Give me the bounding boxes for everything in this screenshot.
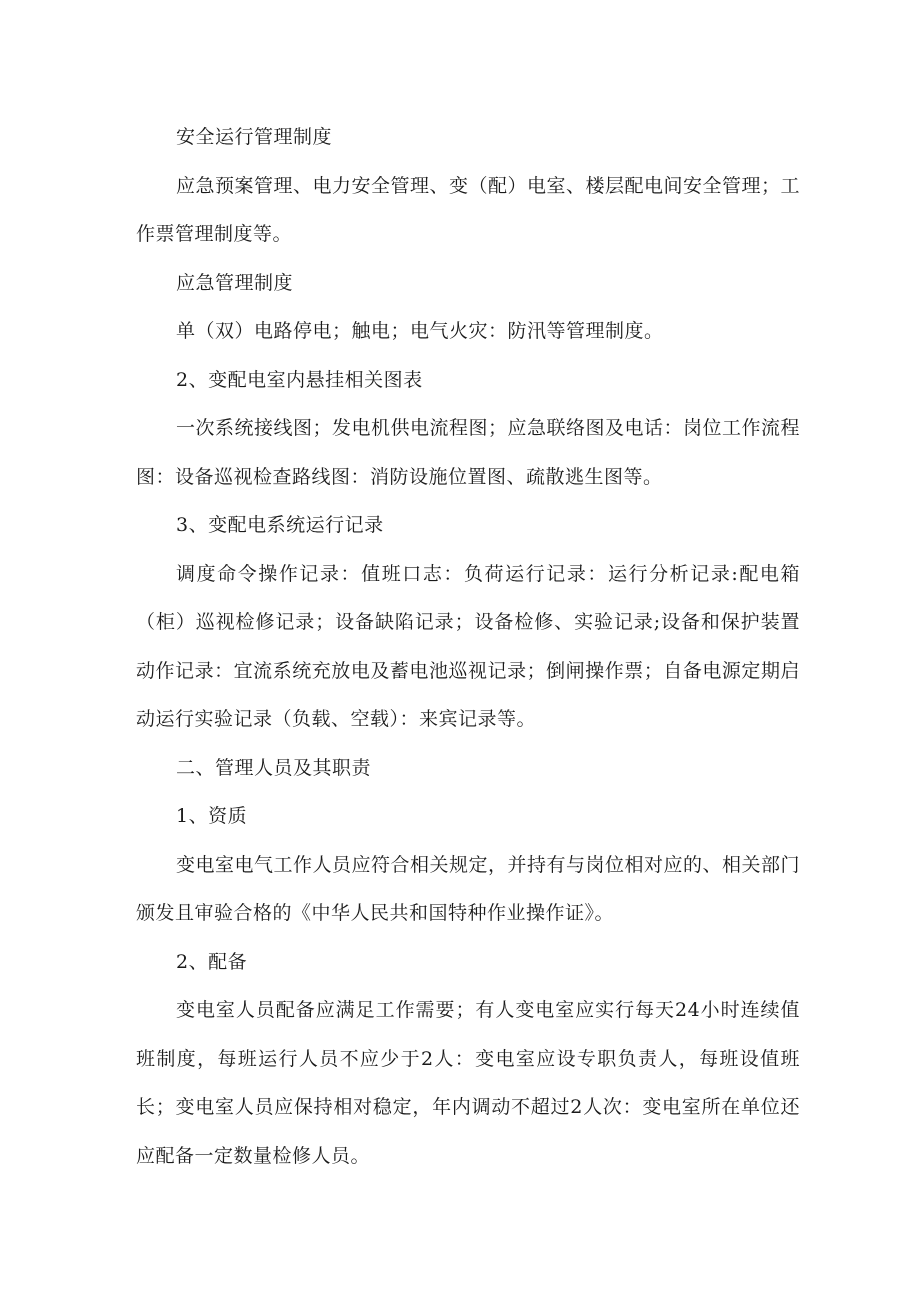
paragraph-records-items: 调度命令操作记录：值班口志：负荷运行记录：运行分析记录:配电箱（柜）巡视检修记录；设备缺陷记录；设备检修、实验记录;设备和保护装置动作记录：宜流系统充放电及蓄电池巡视记录；倒闸操作票；自备电源定期启动运行实验记录（负载、空载）：来宾记录等。 (136, 562, 800, 730)
heading-charts: 2、变配电室内悬挂相关图表 (176, 368, 423, 391)
paragraph-emergency-items: 单（双）电路停电；触电；电气火灾：防汛等管理制度。 (176, 320, 664, 342)
heading-operation-records: 3、变配电系统运行记录 (176, 514, 384, 536)
heading-qualification: 1、资质 (176, 805, 248, 827)
heading-personnel: 二、管理人员及其职责 (176, 756, 372, 779)
paragraph-charts-items: 一次系统接线图；发电机供电流程图；应急联络图及电话：岗位工作流程图：设备巡视检查路线图：消防设施位置图、疏散逃生图等。 (136, 417, 801, 488)
paragraph-staffing: 变电室人员配备应满足工作需要；有人变电室应实行每天24小时连续值班制度，每班运行人员不应少于2人：变电室应设专职负责人，每班设值班长；变电室人员应保持相对稳定，年内调动不超过2人次：变电室所在单位还应配备一定数量检修人员。 (136, 999, 800, 1167)
heading-emergency-management: 应急管理制度 (176, 271, 294, 294)
paragraph-safety-items: 应急预案管理、电力安全管理、变（配）电室、楼层配电间安全管理；工作票管理制度等。 (136, 174, 801, 245)
heading-safety-management: 安全运行管理制度 (176, 126, 333, 148)
paragraph-qualification: 变电室电气工作人员应符合相关规定，并持有与岗位相对应的、相关部门颁发且审验合格的《中华人民共和国特种作业操作证》。 (136, 853, 801, 924)
heading-staffing: 2、配备 (176, 950, 248, 973)
